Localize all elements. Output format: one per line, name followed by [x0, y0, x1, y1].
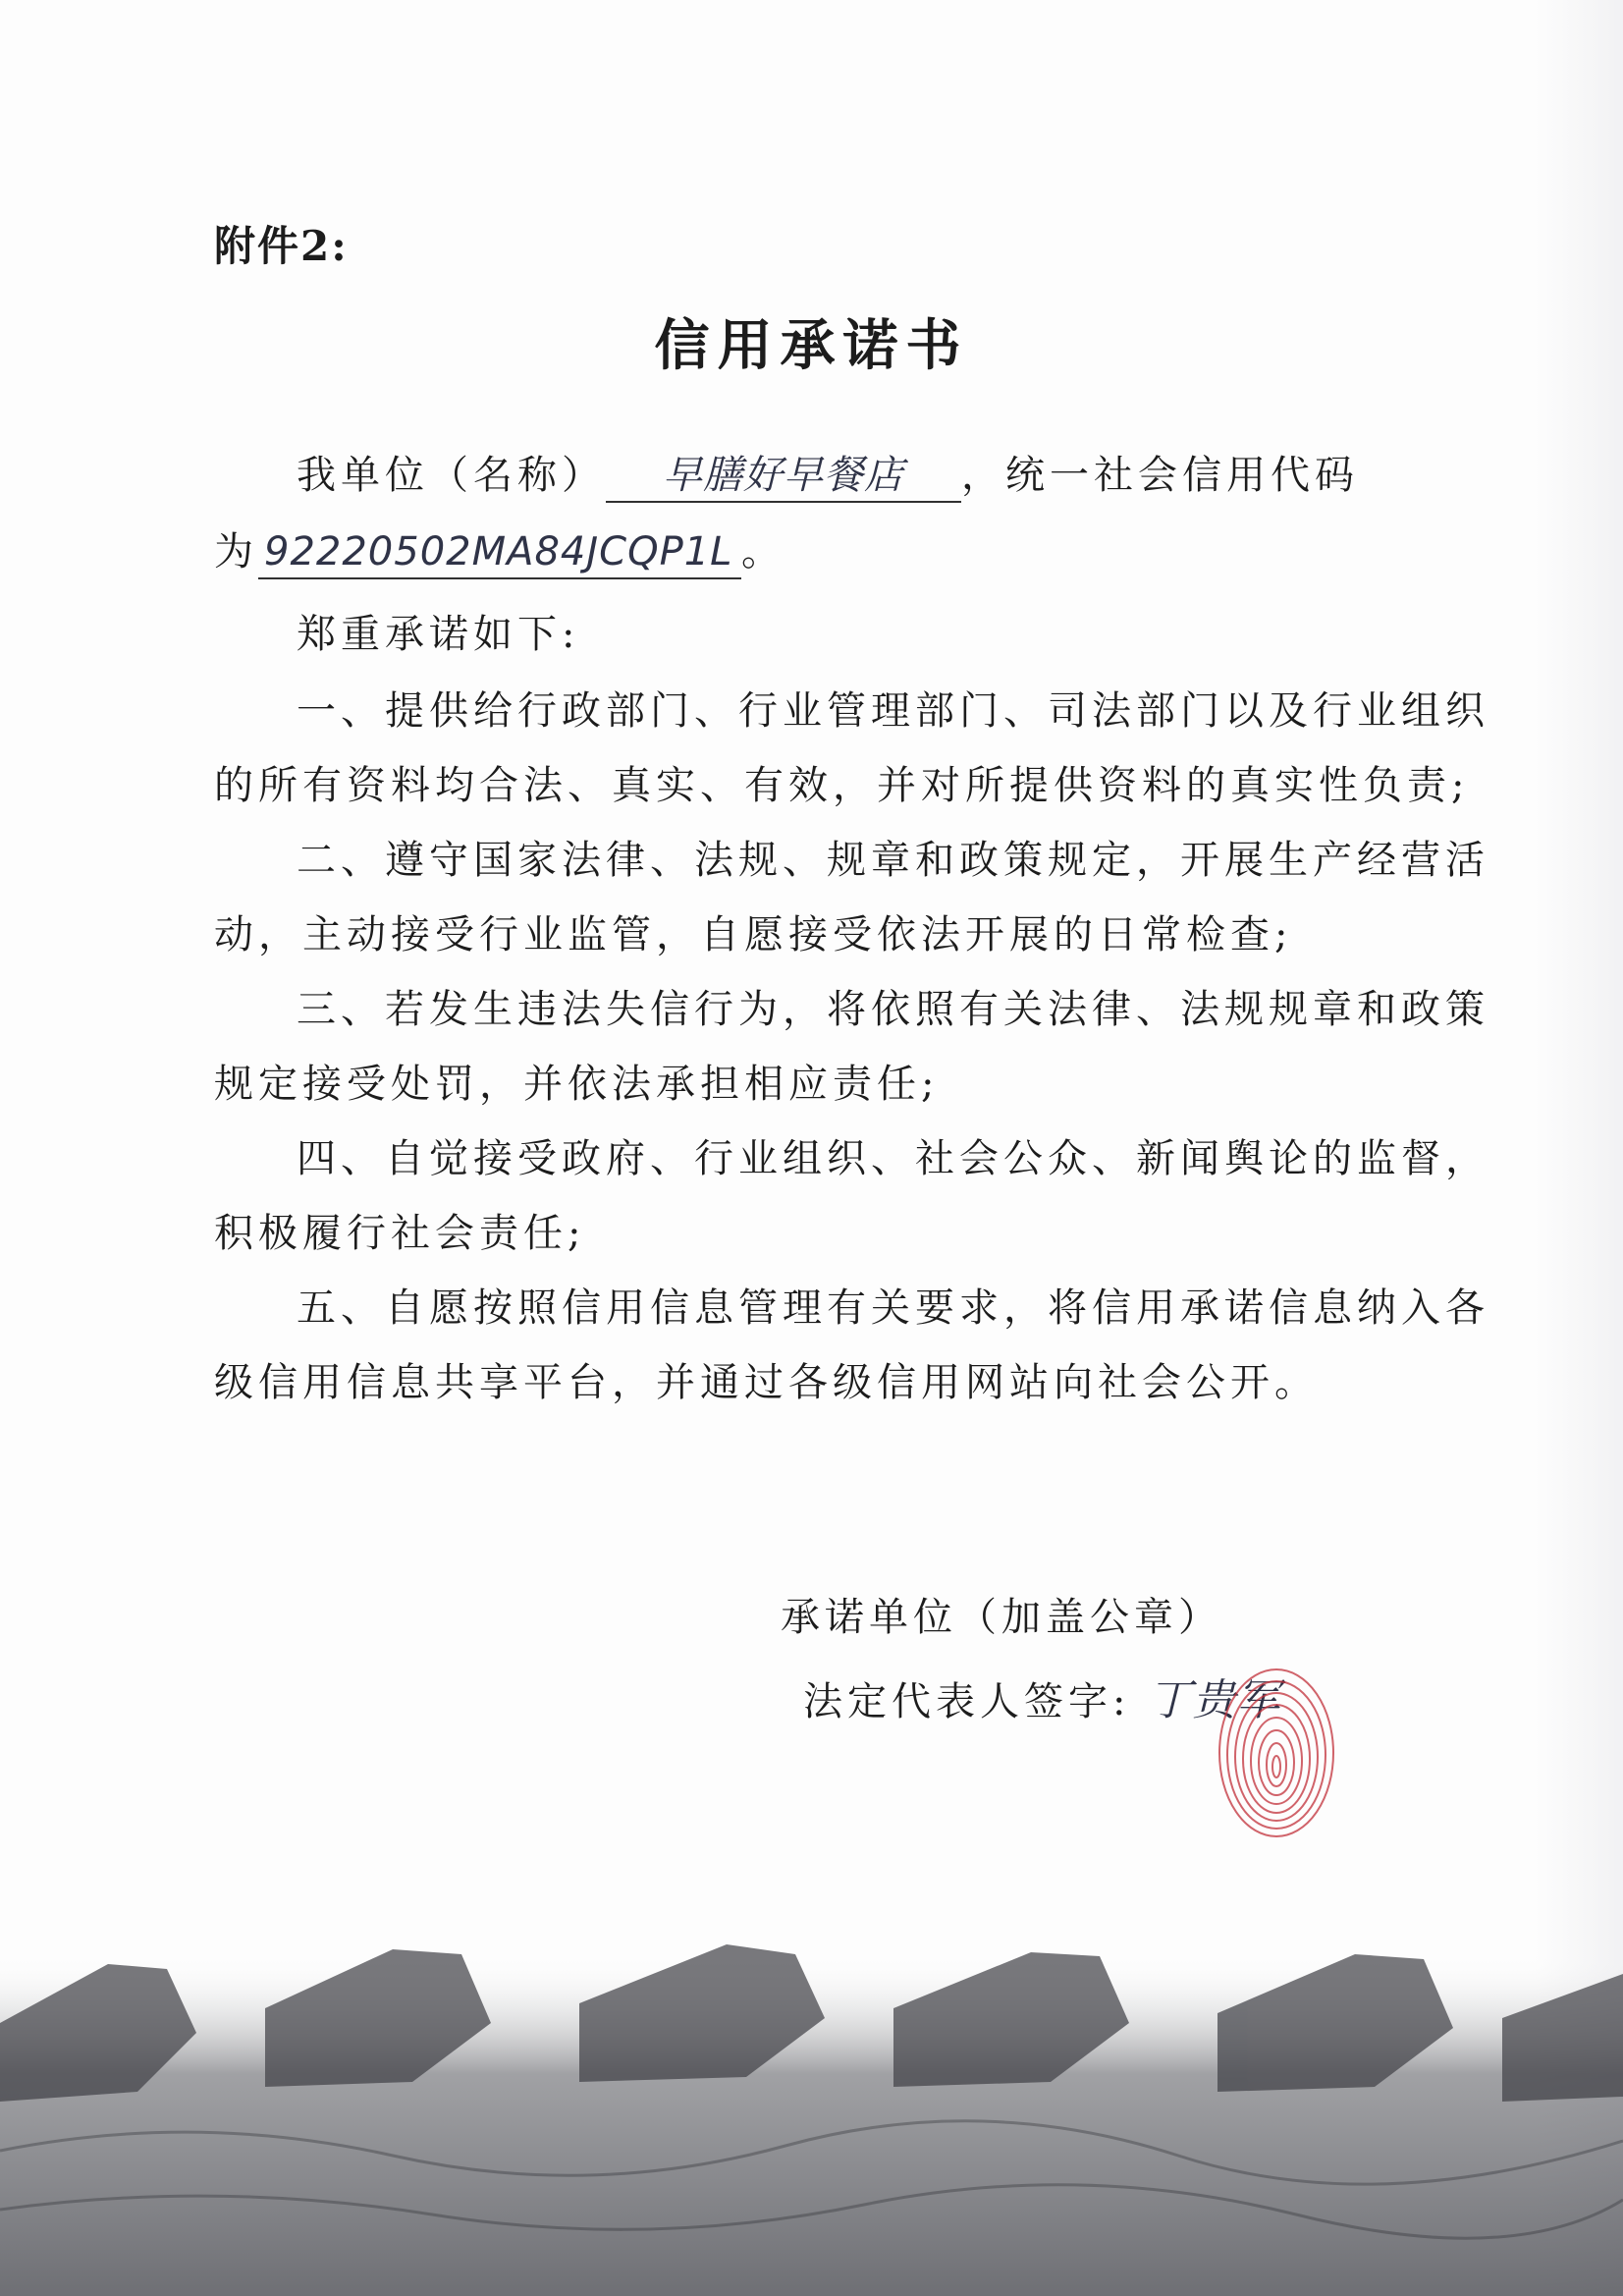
clause-4-line-1: 四、自觉接受政府、行业组织、社会公众、新闻舆论的监督， [297, 1136, 1489, 1181]
committing-unit-label: 承诺单位（加盖公章） [781, 1595, 1222, 1640]
fingerprint-icon [1213, 1660, 1340, 1846]
clause-5-line-1: 五、自愿按照信用信息管理有关要求，将信用承诺信息纳入各 [297, 1285, 1489, 1331]
clause-4-line-2: 积极履行社会责任; [214, 1211, 586, 1256]
legal-rep-signature: 丁贵军 [1148, 1675, 1281, 1725]
intro-line-2 [214, 526, 1407, 579]
attachment-label: 附件2: [214, 222, 349, 270]
pledge-intro: 郑重承诺如下: [297, 612, 580, 657]
page-edge-decoration [0, 1895, 1623, 2296]
intro-middle: ，统一社会信用代码 [961, 453, 1359, 498]
intro-line2-suffix: 。 [741, 529, 785, 574]
clause-5-line-2: 级信用信息共享平台，并通过各级信用网站向社会公开。 [214, 1360, 1319, 1405]
clause-2-line-1: 二、遵守国家法律、法规、规章和政策规定，开展生产经营活 [297, 838, 1489, 883]
intro-line-1 [297, 450, 1489, 503]
credit-code-field: 92220502MA84JCQP1L [258, 526, 741, 579]
clause-3-line-1: 三、若发生违法失信行为，将依照有关法律、法规规章和政策 [297, 987, 1489, 1032]
clause-1-line-2: 的所有资料均合法、真实、有效，并对所提供资料的真实性负责; [214, 763, 1470, 808]
legal-rep-label: 法定代表人签字: [803, 1679, 1131, 1724]
clause-1-line-1: 一、提供给行政部门、行业管理部门、司法部门以及行业组织 [297, 688, 1489, 734]
intro-line2-prefix: 为 [214, 529, 258, 574]
intro-prefix: 我单位（名称） [297, 453, 606, 498]
clause-2-line-2: 动，主动接受行业监管，自愿接受依法开展的日常检查; [214, 912, 1293, 957]
clause-3-line-2: 规定接受处罚，并依法承担相应责任; [214, 1062, 940, 1107]
unit-name-field: 早膳好早餐店 [606, 450, 961, 503]
document-title: 信用承诺书 [654, 313, 969, 378]
legal-rep-signature-line [803, 1665, 1280, 1727]
